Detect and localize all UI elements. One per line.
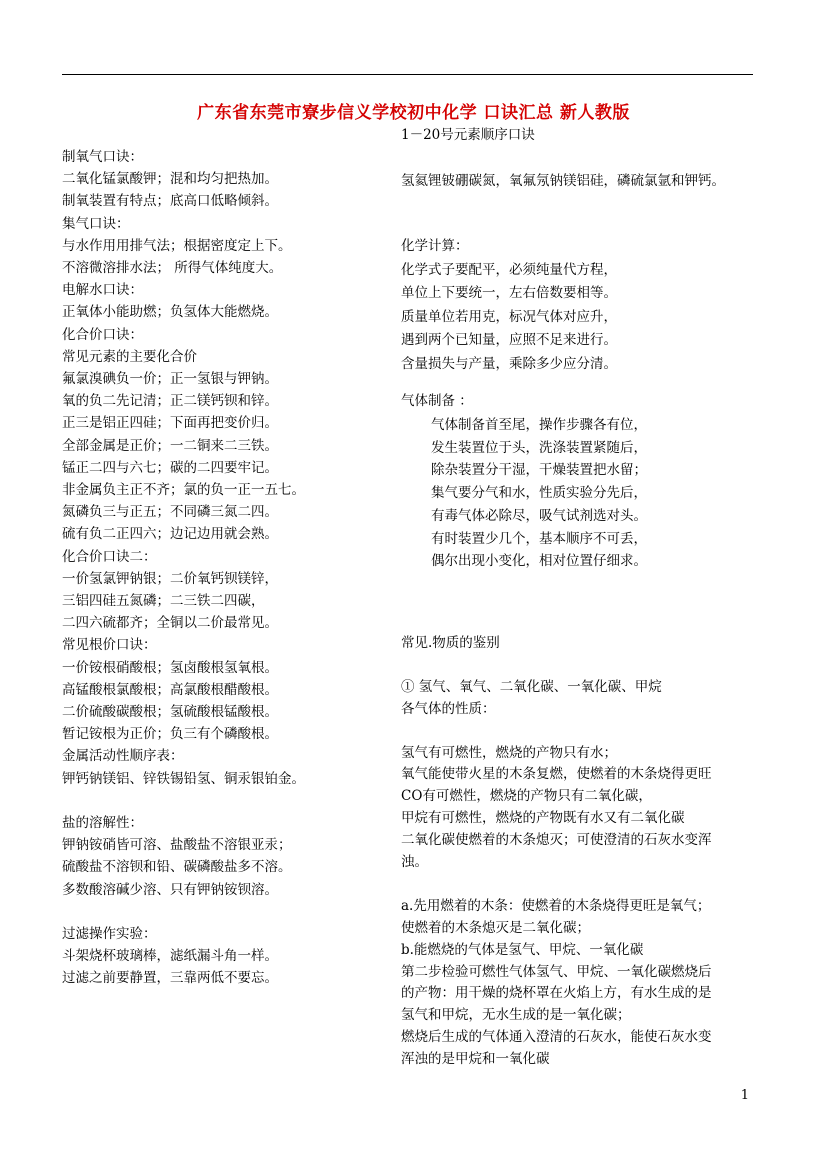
text-line: 氧的负二先记清；正二镁钙钡和锌。 [62,393,278,410]
elements-order-text: 氢氦锂铍硼碳氮，氧氟氖钠镁铝硅，磷硫氯氩和钾钙。 [401,173,725,189]
text-line: 斗架烧杯玻璃棒，滤纸漏斗角一样。 [62,948,278,965]
text-line: 有毒气体必除尽，吸气试剂选对头。 [431,507,647,524]
text-line: 锰正二四与六七；碳的二四要牢记。 [62,459,278,476]
text-line: 与水作用用排气法；根据密度定上下。 [62,237,292,254]
text-line: 硫酸盐不溶钡和铅、碳磷酸盐多不溶。 [62,859,292,876]
text-line: 常见根价口诀： [62,637,157,654]
text-line: CO有可燃性，燃烧的产物只有二氧化碳， [401,788,652,805]
text-line: 发生装置位于头，洗涤装置紧随后， [431,439,647,456]
document-title: 广东省东莞市寮步信义学校初中化学 口诀汇总 新人教版 [197,103,630,123]
text-line: 钾钙钠镁铝、锌铁锡铅氢、铜汞银铂金。 [62,770,305,787]
text-line: 过滤操作实验： [62,926,157,942]
text-line: 一价铵根硝酸根；氢卤酸根氢氧根。 [62,659,278,676]
text-line: 质量单位若用克，标况气体对应升， [401,308,617,325]
text-line: 制氧气口诀： [62,149,143,165]
left-column [62,0,397,1170]
text-line: 氧气能使带火星的木条复燃，使燃着的木条烧得更旺 [401,766,712,783]
text-line: 二氧化锰氯酸钾；混和均匀把热加。 [62,171,278,188]
right-column [401,0,746,1170]
text-line: 盐的溶解性： [62,815,143,831]
text-line: ① 氢气、氧气、二氧化碳、一氧化碳、甲烷 [401,678,662,695]
text-line: 制氧装置有特点；底高口低略倾斜。 [62,193,278,210]
text-line: 各气体的性质： [401,700,496,717]
text-line: 燃烧后生成的气体通入澄清的石灰水，能使石灰水变 [401,1029,712,1046]
text-line: 遇到两个已知量，应照不足来进行。 [401,332,617,348]
text-line: 使燃着的木条熄灭是二氧化碳； [401,919,590,936]
text-line: 非金属负主正不齐；氯的负一正一五七。 [62,482,305,498]
text-line: 除杂装置分干湿，干燥装置把水留； [431,462,647,479]
text-line: 二氧化碳使燃着的木条熄灭；可使澄清的石灰水变浑 [401,832,712,849]
text-line: 氢气和甲烷，无水生成的是一氧化碳； [401,1007,631,1024]
text-line: 全部金属是正价；一二铜来二三铁。 [62,437,278,454]
text-line: 集气口诀： [62,215,130,232]
text-line: 过滤之前要静置，三靠两低不要忘。 [62,970,278,987]
text-line: 化学式子要配平，必须纯量代方程， [401,261,617,278]
text-line: 二四六硫都齐；全铜以二价最常见。 [62,615,278,632]
text-line: a.先用燃着的木条：使燃着的木条烧得更旺是氧气； [401,897,711,914]
text-line: 氟氯溴碘负一价；正一氢银与钾钠。 [62,371,278,387]
text-line: 常见.物质的鉴别 [401,635,500,651]
text-line: 不溶微溶排水法； 所得气体纯度大。 [62,260,283,276]
text-line: 暂记铵根为正价；负三有个磷酸根。 [62,726,278,743]
text-line: b.能燃烧的气体是氢气、甲烷、一氧化碳 [401,941,644,958]
text-line: 化合价口诀： [62,326,143,343]
text-line: 多数酸溶碱少溶、只有钾钠铵钡溶。 [62,881,278,898]
text-line: 二价硫酸碳酸根；氢硫酸根锰酸根。 [62,704,278,720]
text-line: 单位上下要统一，左右倍数要相等。 [401,285,617,301]
elements-heading: 1－20号元素顺序口诀 [401,127,535,143]
text-line: 电解水口诀： [62,282,143,299]
text-line: 三铝四硅五氮磷；二三铁二四碳， [62,593,265,609]
text-line: 氮磷负三与正五；不同磷三氮二四。 [62,504,278,521]
text-line: 常见元素的主要化合价 [62,348,197,365]
text-line: 偶尔出现小变化，相对位置仔细求。 [431,553,647,570]
text-line: 浊。 [401,854,428,870]
text-line: 硫有负二正四六；边记边用就会熟。 [62,526,278,543]
text-line: 金属活动性顺序表： [62,748,184,765]
text-line: 氢气有可燃性，燃烧的产物只有水； [401,744,617,761]
text-line: 第二步检验可燃性气体氢气、甲烷、一氧化碳燃烧后 [401,963,712,980]
text-line: 正氧体小能助燃；负氢体大能燃烧。 [62,304,278,321]
text-line: 浑浊的是甲烷和一氧化碳 [401,1051,550,1068]
text-line: 含量损失与产量，乘除多少应分清。 [401,355,617,372]
text-line: 有时装置少几个，基本顺序不可丢， [431,530,647,547]
gas-heading: 气体制备 ： [401,393,473,409]
text-line: 一价氢氯钾钠银；二价氧钙钡镁锌， [62,570,278,587]
text-line: 的产物：用干燥的烧杯罩在火焰上方，有水生成的是 [401,985,712,1002]
text-line: 高锰酸根氯酸根；高氯酸根醋酸根。 [62,681,278,698]
text-line: 甲烷有可燃性，燃烧的产物既有水又有二氧化碳 [401,810,685,827]
text-line: 气体制备首至尾，操作步骤各有位， [431,417,647,433]
text-line: 正三是铝正四硅；下面再把变价归。 [62,415,278,432]
page-number: 1 [740,1088,749,1103]
text-line: 钾钠铵硝皆可溶、盐酸盐不溶银亚汞； [62,837,292,854]
text-line: 化学计算： [401,238,469,254]
text-line: 化合价口诀二： [62,548,157,565]
text-line: 集气要分气和水，性质实验分先后， [431,485,647,502]
